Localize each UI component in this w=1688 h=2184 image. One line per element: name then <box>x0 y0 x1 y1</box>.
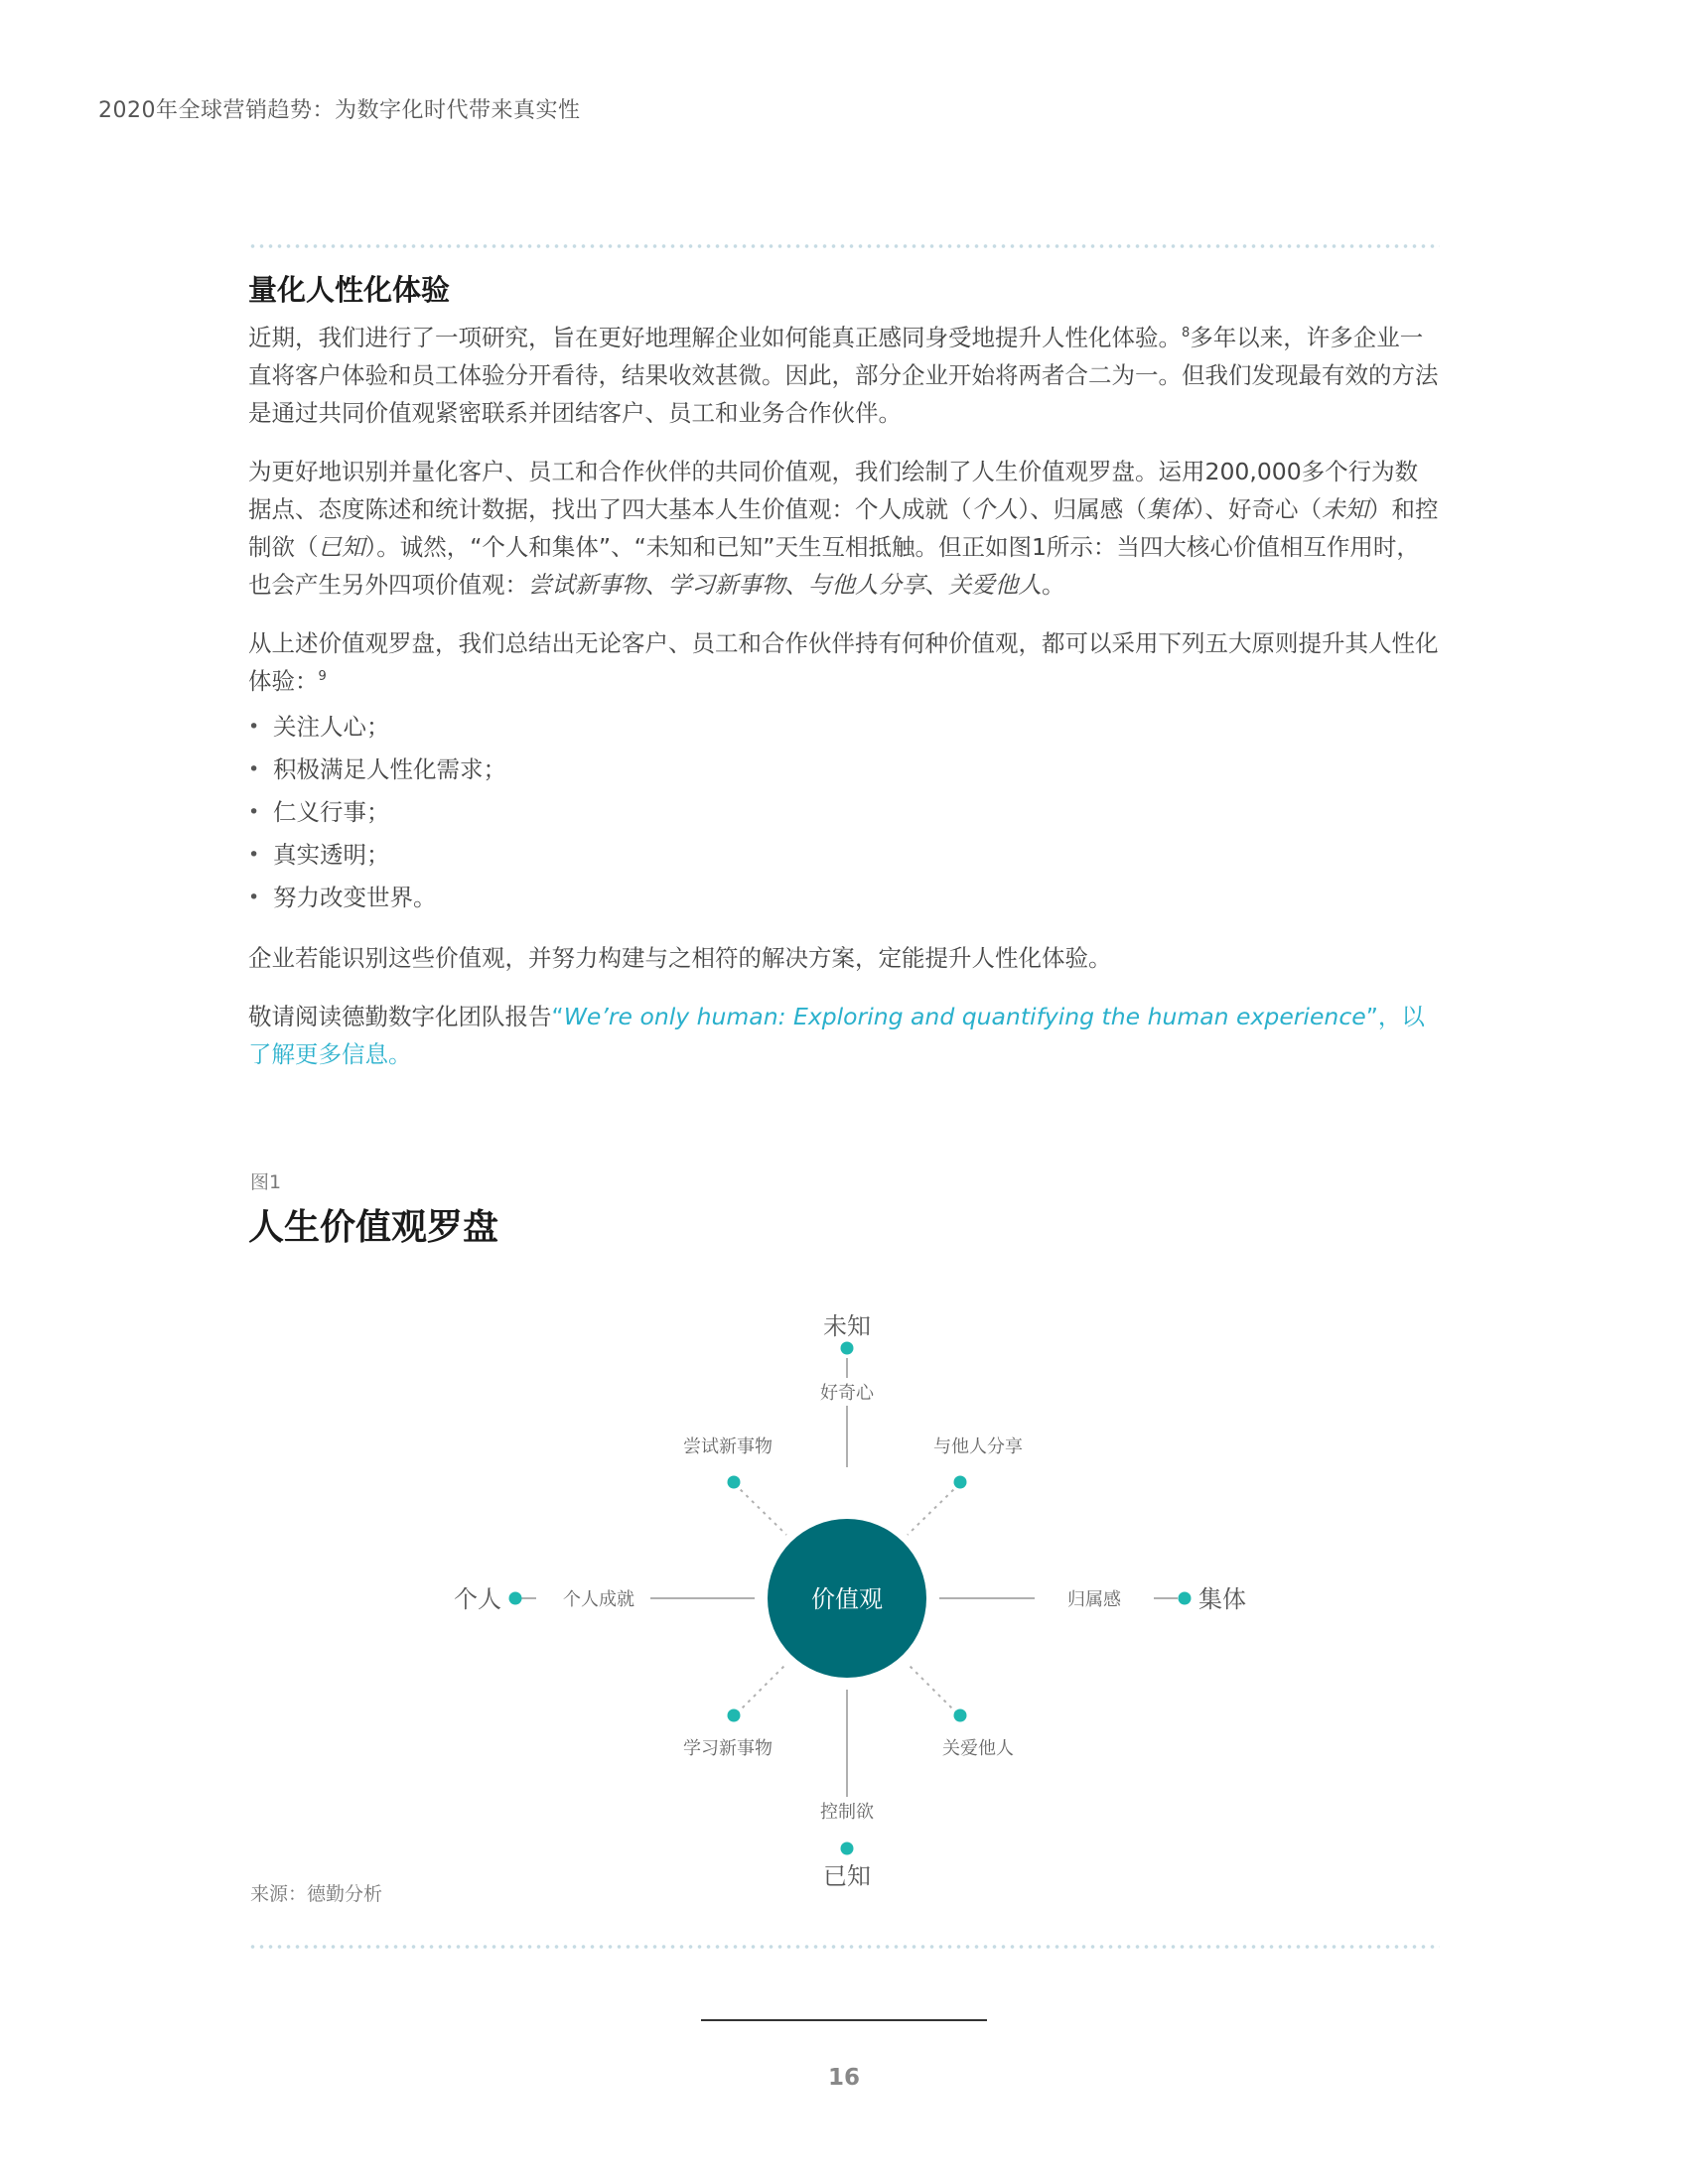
link-quote-close: ”，以了解更多信息。 <box>248 1003 1425 1068</box>
pole-label-top: 未知 <box>823 1312 871 1340</box>
paragraph-text: 从上述价值观罗盘，我们总结出无论客户、员工和合作伙伴持有何种价值观，都可以采用下列五大原则提升其人性化体验： <box>248 629 1439 695</box>
italic-term: 关爱他人 <box>948 571 1042 599</box>
connector-bottom-left <box>737 1664 786 1713</box>
pole-label-left: 个人 <box>454 1585 501 1613</box>
italic-term: 尝试新事物 <box>528 571 645 599</box>
footer-rule <box>701 2019 987 2021</box>
value-label-bottom-right: 关爱他人 <box>942 1738 1014 1759</box>
figure-source: 来源：德勤分析 <box>250 1883 383 1905</box>
center-label: 价值观 <box>811 1585 883 1613</box>
italic-term: 个人 <box>971 495 1019 523</box>
punctuation: 。 <box>1042 571 1065 599</box>
italic-term: 学习新事物 <box>668 571 785 599</box>
italic-term: 已知 <box>318 533 365 561</box>
list-item: • 关注人心； <box>248 706 1440 749</box>
paragraph-text: 敬请阅读德勤数字化团队报告 <box>248 1003 552 1030</box>
paragraph-text: ）和控制欲（ <box>248 495 1439 561</box>
paragraph-text: 多年以来，许多企业一直将客户体验和员工体验分开看待，结果收效甚微。因此，部分企业开始将两者合二为一。但我们发现最有效的方法是通过共同价值观紧密联系并团结客户、员工和业务合作伙伴。 <box>248 324 1439 427</box>
value-label-bottom-left: 学习新事物 <box>683 1738 773 1759</box>
list-item: • 真实透明； <box>248 834 1440 877</box>
figure-title: 人生价值观罗盘 <box>248 1207 499 1248</box>
dot-bottom <box>841 1843 854 1855</box>
report-link-title: We’re only human: Exploring and quantifying the human experience <box>563 1003 1366 1030</box>
page-number: 16 <box>827 2065 860 2091</box>
dot-bottom-left <box>728 1709 741 1722</box>
punctuation: 、 <box>784 571 808 599</box>
link-quote-open: “ <box>551 1003 564 1030</box>
italic-term: 未知 <box>1322 495 1368 523</box>
value-label-top-right: 与他人分享 <box>933 1436 1023 1457</box>
punctuation: 、 <box>924 571 948 599</box>
paragraph-text: 近期，我们进行了一项研究，旨在更好地理解企业如何能真正感同身受地提升人性化体验。 <box>248 324 1182 351</box>
footnote-ref[interactable]: 8 <box>1182 326 1191 341</box>
dot-top-right <box>954 1476 967 1489</box>
list-item: • 仁义行事； <box>248 791 1440 834</box>
dot-top <box>841 1342 854 1355</box>
italic-term: 与他人分享 <box>808 571 925 599</box>
bottom-dotted-divider <box>248 1945 1440 1949</box>
value-label-left: 个人成就 <box>563 1589 634 1610</box>
pole-label-right: 集体 <box>1198 1585 1246 1613</box>
dot-top-left <box>728 1476 741 1489</box>
paragraph-text: ）、归属感（ <box>1018 495 1147 523</box>
paragraph-conclusion: 企业若能识别这些价值观，并努力构建与之相符的解决方案，定能提升人性化体验。 <box>248 944 1112 972</box>
section-title: 量化人性化体验 <box>248 273 451 307</box>
value-label-top-left: 尝试新事物 <box>683 1436 773 1457</box>
dot-right <box>1179 1592 1192 1605</box>
footnote-ref[interactable]: 9 <box>318 669 327 685</box>
dot-bottom-right <box>954 1709 967 1722</box>
connector-bottom-right <box>908 1664 957 1713</box>
list-item: • 努力改变世界。 <box>248 877 1440 919</box>
paragraph-text: ）、好奇心（ <box>1193 495 1322 523</box>
list-item: • 积极满足人性化需求； <box>248 749 1440 791</box>
value-label-right: 归属感 <box>1067 1589 1121 1610</box>
punctuation: 、 <box>644 571 668 599</box>
paragraph-text: ）。诚然，“个人和集体”、“未知和已知”天生互相抵触。但正如图1所示：当四大核心价值相互作用时，也会产生另外四项价值观： <box>248 533 1420 599</box>
connector-top-left <box>735 1484 786 1535</box>
dot-left <box>509 1592 522 1605</box>
figure-label: 图1 <box>250 1171 282 1193</box>
connector-top-right <box>908 1484 959 1535</box>
italic-term: 集体 <box>1146 495 1194 523</box>
value-label-bottom: 控制欲 <box>820 1802 874 1823</box>
value-label-top: 好奇心 <box>820 1383 874 1404</box>
pole-label-bottom: 已知 <box>823 1862 871 1890</box>
running-header: 2020年全球营销趋势：为数字化时代带来真实性 <box>98 98 581 123</box>
paragraph-text: 为更好地识别并量化客户、员工和合作伙伴的共同价值观，我们绘制了人生价值观罗盘。运用200,000多个行为数据点、态度陈述和统计数据，找出了四大基本人生价值观：个人成就（ <box>248 458 1419 523</box>
